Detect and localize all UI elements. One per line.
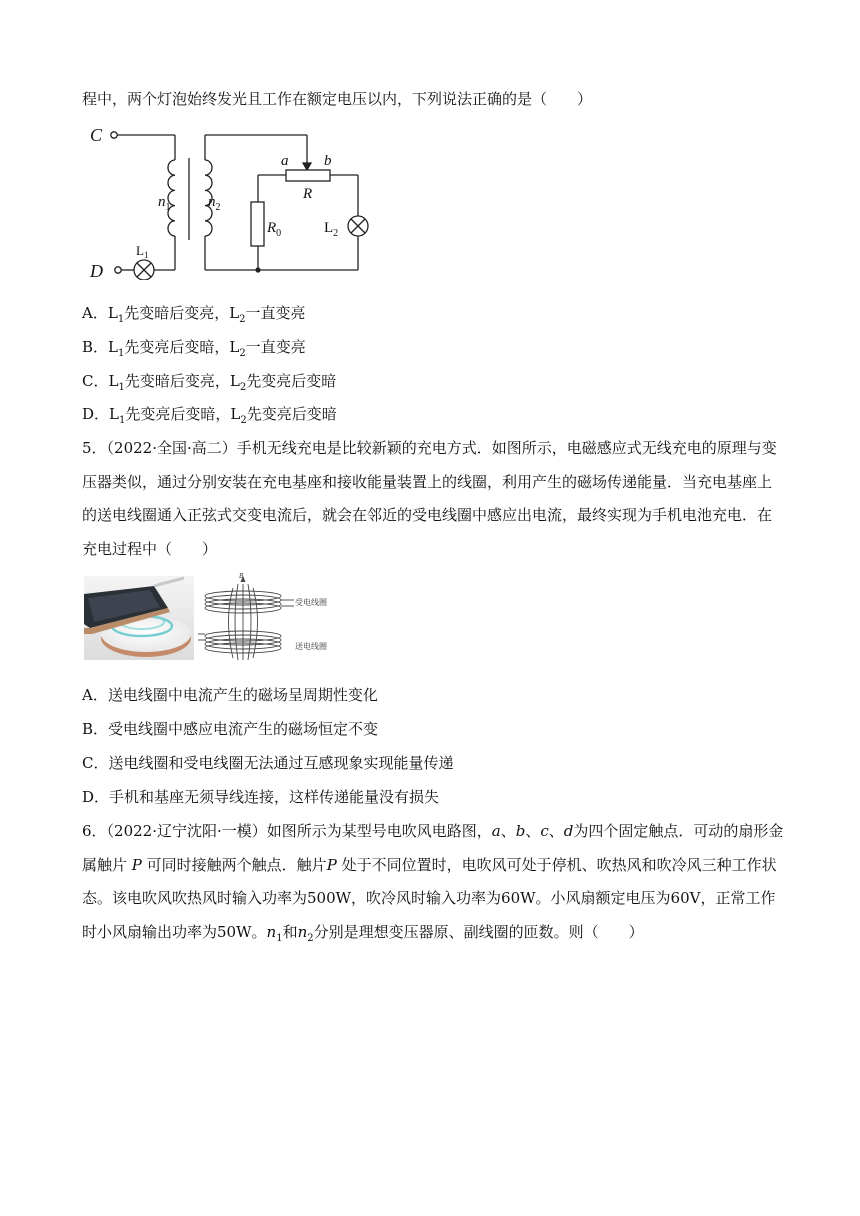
q4-option-b: B．$L_1$先变亮后变暗，$L_2$一直变亮 [82, 338, 306, 359]
q4-option-a: A．$L_1$先变暗后变亮，$L_2$一直变亮 [82, 304, 306, 325]
q5-option-b: B．受电线圈中感应电流产生的磁场恒定不变 [82, 720, 379, 738]
transformer-circuit-diagram [84, 118, 384, 280]
q5-option-c: C．送电线圈和受电线圈无法通过互感现象实现能量传递 [82, 754, 454, 772]
receiving-coil-label: 受电线圈 [295, 598, 327, 607]
b-field-label: B [239, 572, 244, 580]
question-5-stem-line-1: 5．（2022·全国·高二）手机无线充电是比较新颖的充电方式．如图所示，电磁感应式无线充电的原理与变 [82, 439, 777, 457]
question-6-stem-line-3: 态。该电吹风吹热风时输入功率为500W，吹冷风时输入功率为60W。小风扇额定电压为60V，正常工作 [82, 889, 776, 907]
n2-label: $n_2$ [208, 194, 221, 213]
question-6-stem-line-4: 时小风扇输出功率为50W。$n_1$和$n_2$分别是理想变压器原、副线圈的匝数。则（ ） [82, 923, 644, 944]
r0-label: $R_0$ [267, 220, 282, 239]
slider-end-a-label: a [281, 153, 289, 169]
terminal-d-label: D [90, 261, 103, 280]
q5-option-d: D．手机和基座无须导线连接，这样传递能量没有损失 [82, 788, 440, 806]
question-6-stem-line-1: 6．（2022·辽宁沈阳·一模）如图所示为某型号电吹风电路图，a、b、c、d为四个固定触点．可动的扇形金 [82, 822, 784, 840]
q4-option-c: C．$L_1$先变暗后变亮，$L_2$先变亮后变暗 [82, 372, 337, 393]
question-5-stem-line-4: 充电过程中（ ） [82, 540, 218, 558]
question-4-stem: 程中，两个灯泡始终发光且工作在额定电压以内，下列说法正确的是（ ） [82, 90, 593, 108]
wireless-charging-coils-diagram [196, 570, 346, 662]
question-6-stem-line-2: 属触片 P 可同时接触两个触点．触片P 处于不同位置时，电吹风可处于停机、吹热风和吹冷风三种工作状 [82, 856, 777, 874]
question-5-stem-line-2: 压器类似，通过分别安装在充电基座和接收能量装置上的线圈，利用产生的磁场传递能量．当充电基座上 [82, 473, 773, 491]
q5-option-a: A．送电线圈中电流产生的磁场呈周期性变化 [82, 686, 378, 704]
terminal-c-label: C [90, 125, 103, 145]
phone-on-wireless-charger-image [84, 576, 194, 660]
n1-label: $n_1$ [158, 194, 171, 213]
question-5-stem-line-3: 的送电线圈通入正弦式交变电流后，就会在邻近的受电线圈中感应出电流，最终实现为手机电池充电．在 [82, 506, 773, 524]
q4-option-d: D．$L_1$先变亮后变暗，$L_2$先变亮后变暗 [82, 405, 337, 426]
transmitting-coil-label: 送电线圈 [295, 642, 327, 651]
l1-label: $L_1$ [136, 243, 149, 260]
l2-label: $L_2$ [324, 220, 339, 239]
rheostat-r-label: R [303, 186, 313, 202]
slider-end-b-label: b [324, 153, 332, 169]
